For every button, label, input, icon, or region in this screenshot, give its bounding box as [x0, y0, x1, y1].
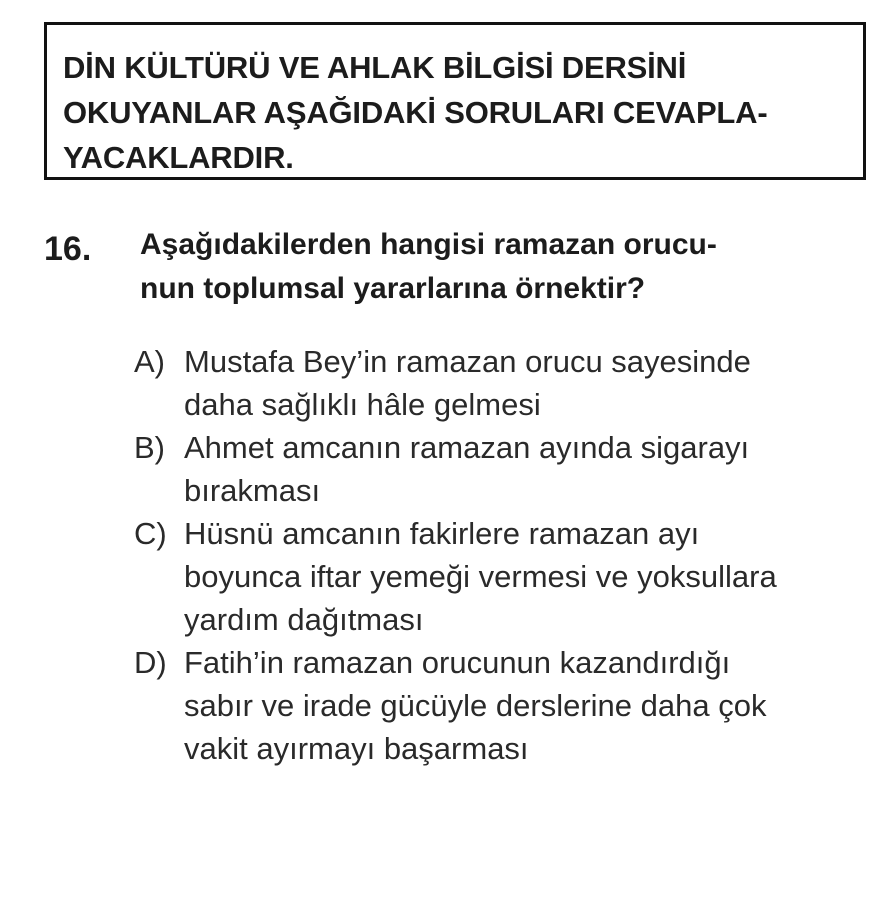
notice-line: OKUYANLAR AŞAĞIDAKİ SORULARI CEVAPLA- — [63, 95, 768, 130]
option-letter: D) — [134, 645, 167, 680]
option-line: boyunca iftar yemeği vermesi ve yoksullara — [184, 559, 777, 594]
option-line: yardım dağıtması — [184, 602, 424, 637]
answer-options — [134, 340, 864, 770]
notice-line: DİN KÜLTÜRÜ VE AHLAK BİLGİSİ DERSİNİ — [63, 50, 687, 85]
option-b[interactable] — [134, 426, 864, 512]
question-stem — [140, 223, 860, 311]
option-text — [184, 426, 864, 512]
option-letter: B) — [134, 430, 165, 465]
option-line: bırakması — [184, 473, 321, 508]
option-text — [184, 512, 864, 641]
instruction-notice-box — [44, 22, 866, 180]
option-c[interactable] — [134, 512, 864, 641]
notice-line: YACAKLARDIR. — [63, 140, 294, 175]
option-line: daha sağlıklı hâle gelmesi — [184, 387, 541, 422]
question-stem-line: Aşağıdakilerden hangisi ramazan orucu- — [140, 228, 717, 261]
option-line: Ahmet amcanın ramazan ayında sigarayı — [184, 430, 750, 465]
option-line: Fatih’in ramazan orucunun kazandırdığı — [184, 645, 731, 680]
option-a[interactable] — [134, 340, 864, 426]
option-line: Hüsnü amcanın fakirlere ramazan ayı — [184, 516, 700, 551]
option-d[interactable] — [134, 641, 864, 770]
option-line: vakit ayırmayı başarması — [184, 731, 529, 766]
option-text — [184, 641, 864, 770]
option-letter: A) — [134, 344, 165, 379]
option-text — [184, 340, 864, 426]
option-letter: C) — [134, 516, 167, 551]
option-line: Mustafa Bey’in ramazan orucu sayesinde — [184, 344, 751, 379]
question-stem-line: nun toplumsal yararlarına örnektir? — [140, 272, 646, 305]
option-line: sabır ve irade gücüyle derslerine daha çok — [184, 688, 767, 723]
question-number: 16. — [44, 230, 92, 268]
